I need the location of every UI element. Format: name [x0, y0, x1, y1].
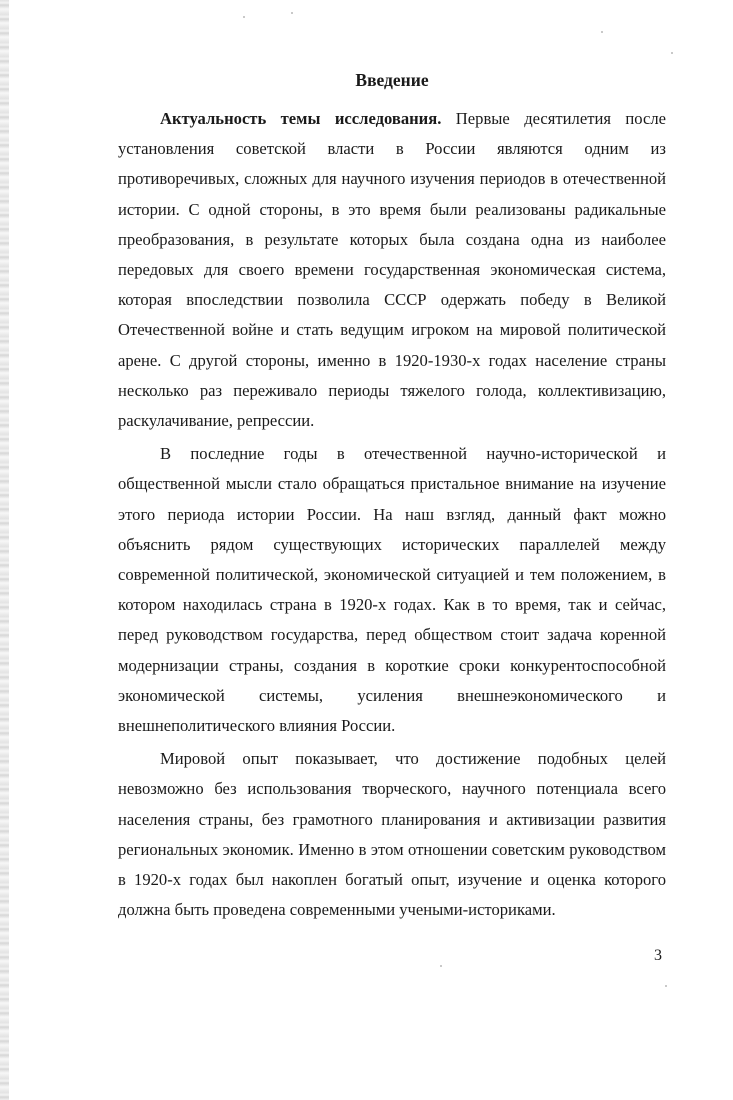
- paragraph-text: Первые десятилетия после установления советской власти в России являются одним из противоречивых, сложных для научного изучения периодов в отечественной истории. С одной стороны, в это время были реализованы радикальные преобразования, в результате которых была создана одна из наиболее передовых для своего времени государственная экономическая система, которая впоследствии позволила СССР одержать победу в Великой Отечественной войне и стать ведущим игроком на мировой политической арене. С другой стороны, именно в 1920-1930-х годах население страны несколько раз переживало периоды тяжелого голода, коллективизацию, раскулачивание, репрессии.: [118, 109, 666, 431]
- paragraph-recent-years: В последние годы в отечественной научно-исторической и общественной мысли стало обращаться пристальное внимание на изучение этого периода истории России. На наш взгляд, данный факт можно объяснить рядом существующих исторических параллелей между современной политической, экономической ситуацией и тем положением, в котором находилась страна в 1920-х годах. Как в то время, так и сейчас, перед руководством государства, перед обществом стоит задача коренной модернизации страны, создания в короткие сроки конкурентоспособной экономической системы, усиления внешнеэкономического и внешнеполитического влияния России.: [118, 444, 666, 736]
- scan-speck: [243, 16, 245, 18]
- scan-binding-edge: [0, 0, 9, 1100]
- page-number: 3: [654, 947, 662, 964]
- paragraph-lead: Актуальность темы исследования.: [160, 109, 442, 128]
- scan-speck: [665, 985, 667, 987]
- paragraph-world-experience: Мировой опыт показывает, что достижение подобных целей невозможно без использования творческого, научного потенциала всего населения страны, без грамотного планирования и активизации развития региональных экономик. Именно в этом отношении советским руководством в 1920-х годах был накоплен богатый опыт, изучение и оценка которого должна быть проведена современными учеными-историками.: [118, 749, 666, 920]
- scan-speck: [601, 31, 603, 33]
- scan-speck: [671, 52, 673, 54]
- scan-speck: [440, 965, 442, 967]
- section-heading: Введение: [355, 70, 429, 90]
- scan-speck: [291, 12, 293, 14]
- paragraph-relevance: [118, 104, 666, 436]
- document-page: [118, 68, 666, 925]
